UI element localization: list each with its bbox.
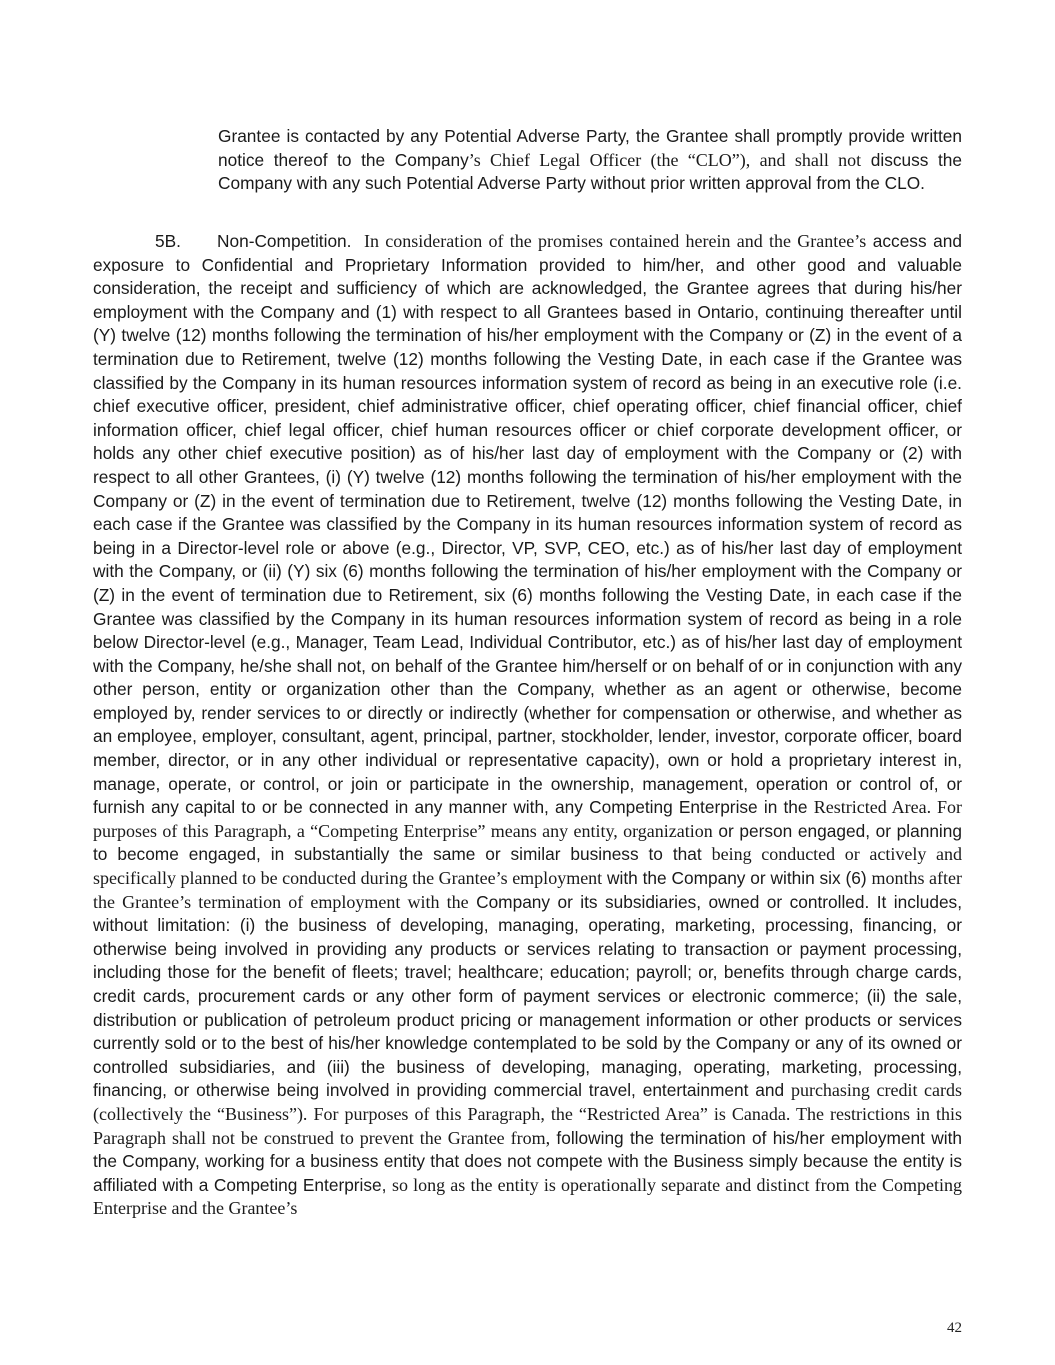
section-serif-5: so long as the entity is operationally separate and distinct from the Competing Enterprise and the Grantee’s bbox=[93, 1174, 962, 1219]
section-body-3: with the Company or within six (6) bbox=[607, 868, 867, 889]
section-body-5: following the termination of his/her employment with the Company, working for a business entity that does not compete with the Business simply because the entity is affiliated with a Competing Enterprise, bbox=[93, 1127, 962, 1195]
section-body-4: Company or its subsidiaries, owned or controlled. It includes, without limitation: (i) the business of developing, managing, operating, marketing, processing, financing, or otherwise being involved in providing any products or services relating to transaction or payment processing, including those for the benefit of fleets; travel; healthcare; education; payroll; or, benefits through charge cards, credit cards, procurement cards or any other form of payment services or electronic commerce; (ii) the sale, distribution or publication of petroleum product pricing or management information or other products or services currently sold or to the best of his/her knowledge contemplated to be sold by the Company or any of its owned or controlled subsidiaries, and (iii) the business of developing, managing, operating, marketing, processing, financing, or otherwise being involved in providing commercial travel, entertainment and bbox=[93, 891, 962, 1101]
section-body-1: access and exposure to Confidential and Proprietary Information provided to him/her, and other good and valuable consideration, the receipt and sufficiency of which are acknowledged, the Grantee agrees that during his/her employment with the Company and (1) with respect to all Grantees based in Ontario, continuing thereafter until (Y) twelve (12) months following the termination of his/her employment with the Company or (Z) in the event of a termination due to Retirement, twelve (12) months following the Vesting Date, in each case if the Grantee was classified by the Company in its human resources information system of record as being in an executive role (i.e. chief executive officer, president, chief administrative officer, chief operating officer, chief financial officer, chief information officer, chief legal officer, chief human resources officer or chief corporate development officer, or holds any other chief executive position) as of his/her last day of employment with the Company or (2) with respect to all other Grantees, (i) (Y) twelve (12) months following the termination of his/her employment with the Company or (Z) in the event of termination due to Retirement, twelve (12) months following the Vesting Date, in each case if the Grantee was classified by the Company in its human resources information system of record as being in a Director-level role or above (e.g., Director, VP, SVP, CEO, etc.) as of his/her last day of employment with the Company, or (ii) (Y) six (6) months following the termination of his/her employment with the Company or (Z) in the event of termination due to Retirement, six (6) months following the Vesting Date, in each case if the Grantee was classified by the Company in its human resources information system of record as being in a role below Director-level (e.g., Manager, Team Lead, Individual Contributor, etc.) as of his/her last day of employment with the Company, he/she shall not, on behalf of the Grantee him/herself or on behalf of or in conjunction with any other person, entity or organization other than the Company, whether as an agent or otherwise, become employed by, render services to or directly or indirectly (whether for compensation or otherwise, and whether as an employee, employer, consultant, agent, principal, partner, stockholder, lender, investor, corporate officer, board member, director, or in any other individual or representative capacity), own or hold a proprietary interest in, manage, operate, or control, or join or participate in the ownership, management, operation or control of, or furnish any capital to or be connected in any manner with, any Competing Enterprise in the bbox=[93, 231, 962, 818]
section-5b-non-competition bbox=[93, 230, 962, 1221]
section-number: 5B. bbox=[155, 231, 181, 251]
section-heading: Non-Competition. bbox=[217, 231, 352, 251]
section-serif-1: Restricted Area. For purposes of this Paragraph, a “Competing Enterprise” means any entity, organization bbox=[93, 797, 962, 841]
section-intro: In consideration of the promises contained herein and the Grantee’s bbox=[364, 231, 867, 251]
section-serif-2: being conducted or actively and specifically planned to be conducted during the Grantee’s employment bbox=[93, 844, 962, 889]
page-number: 42 bbox=[947, 1320, 962, 1336]
section-serif-4: purchasing credit cards (collectively the “Business”). For purposes of this Paragraph, the “Restricted Area” is Canada. The restrictions in this Paragraph shall not be construed to prevent the Grantee from, bbox=[93, 1080, 963, 1148]
continuation-text-a: Grantee is contacted by any Potential Adverse Party, the Grantee shall promptly provide written notice thereof to the Company bbox=[218, 126, 962, 170]
section-body-2: or person engaged, or planning to become engaged, in substantially the same or similar business to that bbox=[93, 820, 962, 865]
section-serif-3: months after the Grantee’s termination of employment with the bbox=[93, 868, 963, 912]
continuation-paragraph bbox=[218, 125, 962, 196]
continuation-text-b: ’s Chief Legal Officer (the “CLO”), and shall not bbox=[468, 149, 862, 170]
continuation-text-c: discuss the Company with any such Potential Adverse Party without prior written approval from the CLO. bbox=[218, 149, 962, 194]
